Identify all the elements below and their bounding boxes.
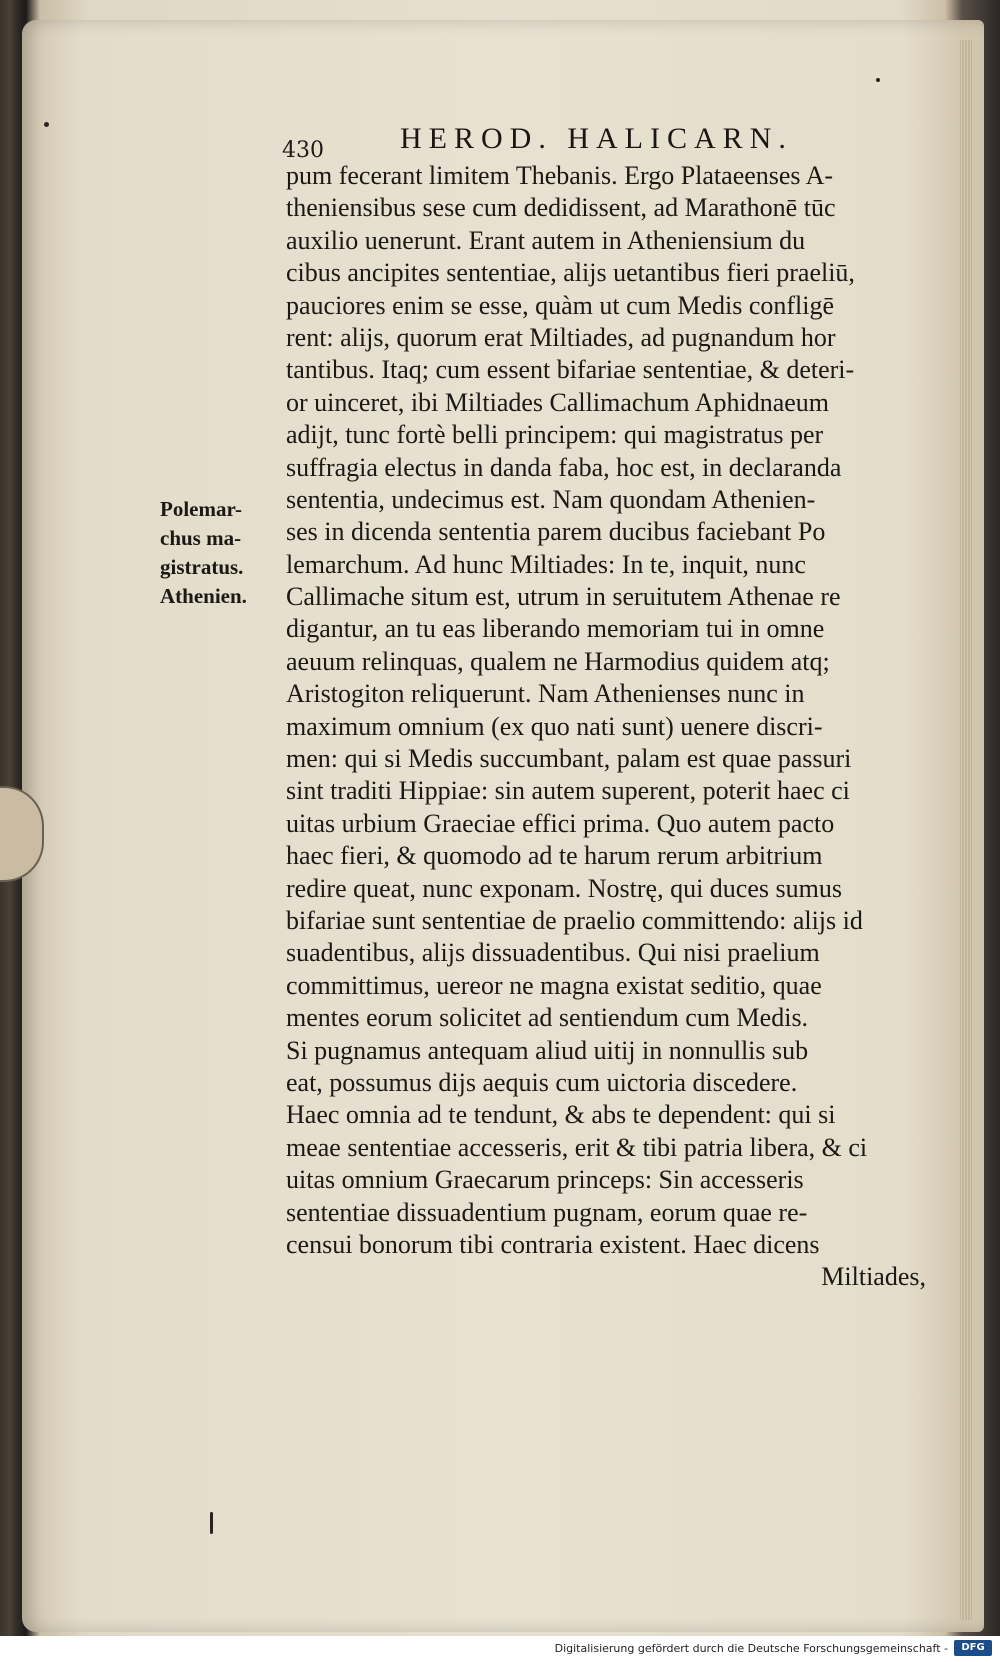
text-line: sententia, undecimus est. Nam quondam Athenien- — [286, 484, 816, 514]
margin-note-line: chus ma- — [160, 526, 242, 550]
paper-speck — [44, 122, 49, 127]
text-line: Si pugnamus antequam aliud uitij in nonnullis sub — [286, 1035, 809, 1065]
running-head: HEROD. HALICARN. — [400, 122, 793, 155]
text-line: sint traditi Hippiae: sin autem superent, poterit haec ci — [286, 776, 850, 806]
text-line: suffragia electus in danda faba, hoc est, in declaranda — [286, 452, 842, 482]
ink-mark — [210, 1512, 213, 1534]
text-line: pauciores enim se esse, quàm ut cum Medis confligē — [286, 290, 835, 320]
margin-note-line: Athenien. — [160, 584, 247, 608]
text-line: pum fecerant limitem Thebanis. Ergo Plataeenses A- — [286, 161, 834, 190]
margin-note-line: gistratus. — [160, 555, 244, 579]
text-line: Callimache situm est, utrum in seruitutem Athenae re — [286, 582, 841, 612]
text-line: censui bonorum tibi contraria existent. Haec dicens — [286, 1229, 820, 1259]
text-line: theniensibus sese cum dedidissent, ad Marathonē tūc — [286, 193, 836, 223]
footer-strip — [0, 1636, 1000, 1662]
text-line: meae sententiae accesseris, erit & tibi patria libera, & ci — [286, 1132, 868, 1162]
text-line: digantur, an tu eas liberando memoriam tui in omne — [286, 614, 825, 644]
text-line: bifariae sunt sententiae de praelio committendo: alijs id — [286, 905, 863, 935]
text-line: lemarchum. Ad hunc Miltiades: In te, inquit, nunc — [286, 549, 806, 579]
margin-note-line: Polemar- — [160, 497, 243, 521]
text-line: eat, possumus dijs aequis cum uictoria discedere. — [286, 1067, 798, 1097]
paper-speck — [876, 78, 880, 82]
body-text — [286, 160, 946, 1294]
text-line: tantibus. Itaq; cum essent bifariae sententiae, & deteri- — [286, 355, 855, 385]
text-line: or uinceret, ibi Miltiades Callimachum Aphidnaeum — [286, 387, 829, 417]
text-line: auxilio uenerunt. Erant autem in Atheniensium du — [286, 225, 806, 255]
text-line: rent: alijs, quorum erat Miltiades, ad pugnandum hor — [286, 322, 836, 352]
text-line: haec fieri, & quomodo ad te harum rerum arbitrium — [286, 841, 823, 871]
text-line: Haec omnia ad te tendunt, & abs te dependent: qui si — [286, 1100, 836, 1130]
text-line: redire queat, nunc exponam. Nostrę, qui duces sumus — [286, 873, 842, 903]
page-edge — [960, 40, 972, 1620]
page-number: 430 — [282, 138, 324, 163]
text-line: Aristogiton reliquerunt. Nam Athenienses nunc in — [286, 679, 805, 709]
text-line: adijt, tunc fortè belli principem: qui magistratus per — [286, 420, 824, 450]
text-line: committimus, uereor ne magna existat seditio, quae — [286, 970, 822, 1000]
text-line: aeuum relinquas, qualem ne Harmodius quidem atq; — [286, 646, 830, 676]
text-line: men: qui si Medis succumbant, palam est quae passuri — [286, 744, 852, 774]
text-line: uitas omnium Graecarum princeps: Sin accesseris — [286, 1165, 804, 1195]
text-line: maximum omnium (ex quo nati sunt) uenere discri- — [286, 711, 823, 741]
dfg-logo: DFG — [954, 1640, 992, 1656]
text-line: ses in dicenda sententia parem ducibus faciebant Po — [286, 517, 826, 547]
text-line: mentes eorum solicitet ad sentiendum cum Medis. — [286, 1003, 809, 1033]
funding-credit: Digitalisierung gefördert durch die Deutsche Forschungsgemeinschaft - — [554, 1642, 948, 1655]
text-line: sententiae dissuadentium pugnam, eorum quae re- — [286, 1197, 808, 1227]
text-line: suadentibus, alijs dissuadentibus. Qui nisi praelium — [286, 938, 820, 968]
margin-note — [160, 495, 270, 611]
text-line: uitas urbium Graeciae effici prima. Quo autem pacto — [286, 808, 835, 838]
catchword: Miltiades, — [821, 1262, 926, 1292]
text-line: cibus ancipites sententiae, alijs uetantibus fieri praeliū, — [286, 258, 855, 288]
